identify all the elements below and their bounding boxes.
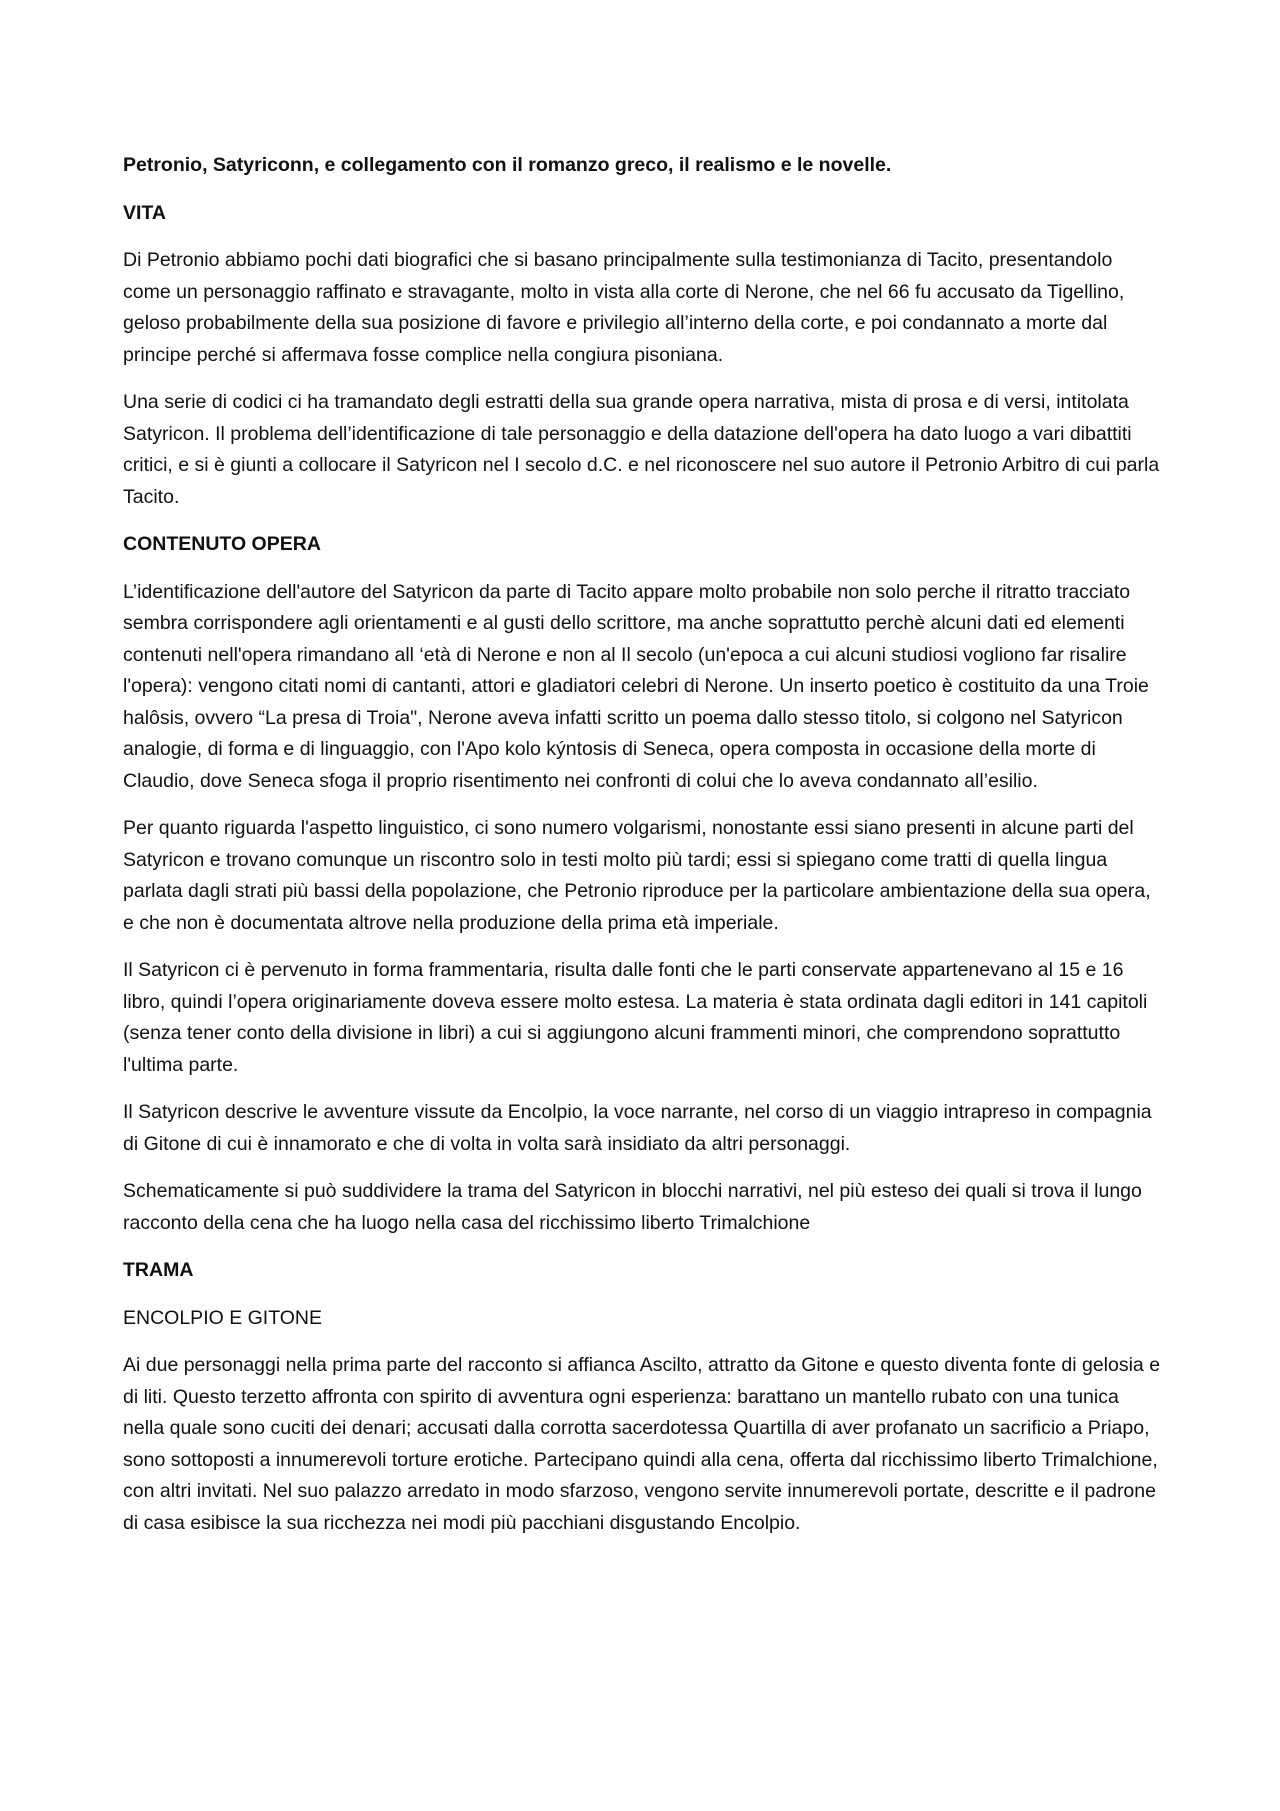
section-subheading-encolpio-gitone: ENCOLPIO E GITONE — [123, 1306, 323, 1329]
document-title: Petronio, Satyriconn, e collegamento con il romanzo greco, il realismo e le novelle. — [123, 154, 892, 176]
section-heading-vita: VITA — [123, 201, 166, 224]
paragraph: Per quanto riguarda l'aspetto linguistico, ci sono numero volgarismi, nonostante essi siano presenti in alcune parti del Satyricon e trovano comunque un riscontro solo in testi molto più tardi; essi si spiegano come tratti di quella lingua parlata dagli strati più bassi della popolazione, che Petronio riproduce per la particolare ambientazione della sua opera, e che non è documentata altrove nella produzione della prima età imperiale. — [123, 817, 1151, 934]
paragraph: Il Satyricon descrive le avventure vissute da Encolpio, la voce narrante, nel corso di un viaggio intrapreso in compagnia di Gitone di cui è innamorato e che di volta in volta sarà insidiato da altri personaggi. — [123, 1101, 1152, 1155]
paragraph: L’identificazione dell'autore del Satyricon da parte di Tacito appare molto probabile non solo perche il ritratto tracciato sembra corrispondere agli orientamenti e al gusti dello scrittore, ma anche soprattutto perchè alcuni dati ed elementi contenuti nell'opera rimandano all ‘età di Nerone e non al Il secolo (un'epoca a cui alcuni studiosi vogliono far risalire l'opera): vengono citati nomi di cantanti, attori e gladiatori celebri di Nerone. Un inserto poetico è costituito da una Troie halôsis, ovvero “La presa di Troia", Nerone aveva infatti scritto un poema dallo stesso titolo, si colgono nel Satyricon analogie, di forma e di linguaggio, con l'Apo kolo kýntosis di Seneca, opera composta in occasione della morte di Claudio, dove Seneca sfoga il proprio risentimento nei confronti di colui che lo aveva condannato all’esilio. — [123, 580, 1149, 792]
paragraph: Ai due personaggi nella prima parte del racconto si affianca Ascilto, attratto da Gitone e questo diventa fonte di gelosia e di liti. Questo terzetto affronta con spirito di avventura ogni esperienza: barattano un mantello rubato con una tunica nella quale sono cuciti dei denari; accusati dalla corrotta sacerdotessa Quartilla di aver profanato un sacrificio a Priapo, sono sottoposti a innumerevoli torture erotiche. Partecipano quindi alla cena, offerta dal ricchissimo liberto Trimalchione, con altri invitati. Nel suo palazzo arredato in modo sfarzoso, vengono servite innumerevoli portate, descritte e il padrone di casa esibisce la sua ricchezza nei modi più pacchiani disgustando Encolpio. — [123, 1354, 1161, 1534]
paragraph: Una serie di codici ci ha tramandato degli estratti della sua grande opera narrativa, mista di prosa e di versi, intitolata Satyricon. Il problema dell’identificazione di tale personaggio e della datazione dell'opera ha dato luogo a vari dibattiti critici, e si è giunti a collocare il Satyricon nel I secolo d.C. e nel riconoscere nel suo autore il Petronio Arbitro di cui parla Tacito. — [123, 391, 1160, 508]
paragraph: Il Satyricon ci è pervenuto in forma frammentaria, risulta dalle fonti che le parti conservate appartenevano al 15 e 16 libro, quindi l’opera originariamente doveva essere molto estesa. La materia è stata ordinata dagli editori in 141 capitoli (senza tener conto della divisione in libri) a cui si aggiungono alcuni frammenti minori, che comprendono soprattutto l'ultima parte. — [123, 959, 1148, 1076]
section-heading-trama: TRAMA — [123, 1259, 194, 1281]
document-page — [123, 150, 1163, 1555]
section-heading-contenuto: CONTENUTO OPERA — [123, 533, 321, 555]
paragraph: Di Petronio abbiamo pochi dati biografici che si basano principalmente sulla testimonianza di Tacito, presentandolo come un personaggio raffinato e stravagante, molto in vista alla corte di Nerone, che nel 66 fu accusato da Tigellino, geloso probabilmente della sua posizione di favore e privilegio all’interno della corte, e poi condannato a morte dal principe perché si affermava fosse complice nella congiura pisoniana. — [123, 249, 1125, 366]
paragraph: Schematicamente si può suddividere la trama del Satyricon in blocchi narrativi, nel più esteso dei quali si trova il lungo racconto della cena che ha luogo nella casa del ricchissimo liberto Trimalchione — [123, 1180, 1142, 1234]
